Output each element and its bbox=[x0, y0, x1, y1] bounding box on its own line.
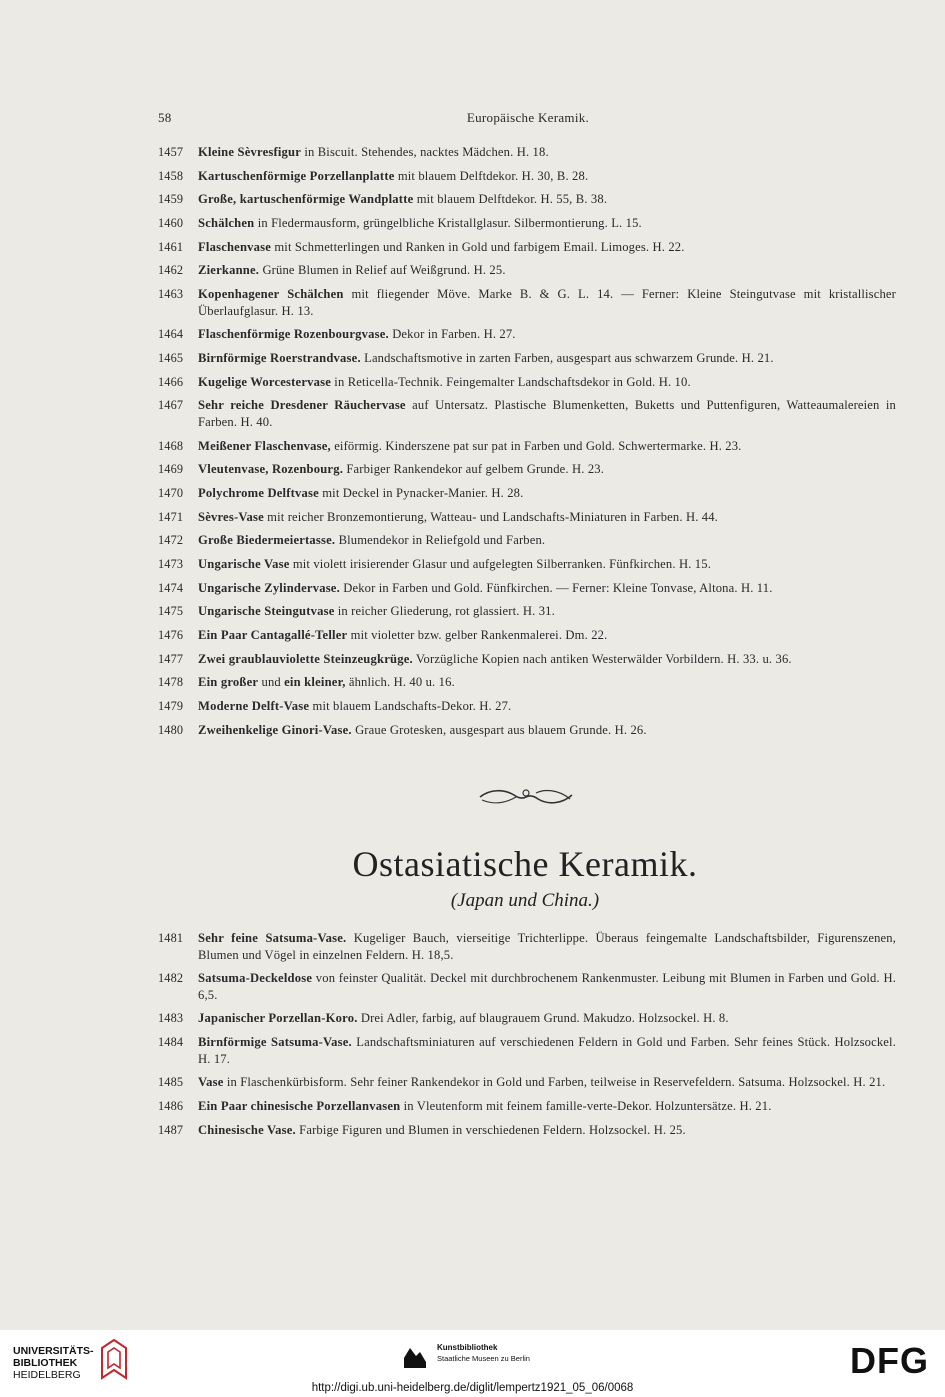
entry-description: Dekor in Farben und Gold. Fünfkirchen. — Ferner: Kleine Tonvase, Altona. H. 11. bbox=[339, 580, 773, 595]
catalog-entry bbox=[150, 374, 896, 391]
entry-number: 1464 bbox=[158, 327, 184, 342]
entry-title: Polychrome Delftvase bbox=[198, 485, 319, 500]
catalog-entry bbox=[150, 239, 896, 256]
entry-description: mit Schmetterlingen und Ranken in Gold und farbigem Email. Limoges. H. 22. bbox=[271, 239, 685, 254]
entry-description: in Flaschenkürbisform. Sehr feiner Rankendekor in Gold und Farben, teilweise in Reservefeldern. Satsuma. Holzsockel. H. 21. bbox=[223, 1075, 886, 1090]
entry-description: Grüne Blumen in Relief auf Weißgrund. H. 25. bbox=[259, 263, 506, 278]
entry-number: 1458 bbox=[158, 168, 184, 183]
entry-description: mit violetter bzw. gelber Rankenmalerei. Dm. 22. bbox=[347, 628, 608, 643]
entry-title: Ungarische Steingutvase bbox=[198, 604, 335, 619]
catalog-entry bbox=[150, 438, 896, 455]
entry-title: Flaschenförmige Rozenbourgvase. bbox=[198, 327, 389, 342]
entry-description: Drei Adler, farbig, auf blaugrauem Grund. Makudzo. Holzsockel. H. 8. bbox=[357, 1011, 729, 1026]
catalog-entry bbox=[150, 191, 896, 208]
catalog-entry bbox=[150, 168, 896, 185]
entry-description-2: ähnlich. H. 40 u. 16. bbox=[345, 675, 455, 690]
entry-description: auf Untersatz. Plastische Blumenketten, Buketts und Puttenfiguren, Watteaumalereien in Farben. H. 40. bbox=[198, 398, 897, 429]
entry-number: 1485 bbox=[158, 1075, 184, 1090]
entry-description: mit reicher Bronzemontierung, Watteau- und Landschafts-Miniaturen in Farben. H. 44. bbox=[263, 509, 718, 524]
entry-title: Ungarische Vase bbox=[198, 557, 290, 571]
catalog-entry bbox=[150, 350, 896, 367]
entry-number: 1479 bbox=[158, 699, 184, 714]
entries-european bbox=[150, 144, 896, 746]
entry-number: 1470 bbox=[158, 485, 184, 500]
entries-east-asian bbox=[150, 930, 896, 1145]
entry-description: von feinster Qualität. Deckel mit durchbrochenem Rankenmuster. Leibung mit Blumen in Farben und Gold. H. 6,5. bbox=[198, 971, 896, 1002]
entry-description: in reicher Gliederung, rot glassiert. H. 31. bbox=[334, 604, 555, 619]
entry-number: 1469 bbox=[158, 462, 184, 477]
entry-title: Große Biedermeiertasse. bbox=[198, 533, 336, 548]
entry-title: Kugelige Worcestervase bbox=[198, 374, 331, 389]
entry-description: Landschaftsmotive in zarten Farben, ausgespart aus schwarzem Grunde. H. 21. bbox=[360, 351, 774, 365]
entry-description: mit blauem Landschafts-Dekor. H. 27. bbox=[309, 699, 512, 714]
entry-number: 1471 bbox=[158, 509, 184, 524]
entry-description: in Reticella-Technik. Feingemalter Landschaftsdekor in Gold. H. 10. bbox=[331, 374, 691, 389]
entry-title: Sehr feine Satsuma-Vase. bbox=[198, 931, 347, 945]
entry-description: Landschaftsminiaturen auf verschiedenen Feldern in Gold und Farben. Sehr feines Stück. Holzsockel. H. 17. bbox=[198, 1035, 896, 1066]
entry-number: 1473 bbox=[158, 557, 184, 571]
entry-number: 1476 bbox=[158, 628, 184, 643]
entry-number: 1460 bbox=[158, 216, 184, 231]
catalog-entry bbox=[150, 532, 896, 549]
entry-number: 1457 bbox=[158, 145, 184, 159]
entry-number: 1487 bbox=[158, 1122, 184, 1137]
entry-number: 1461 bbox=[158, 239, 184, 254]
entry-number: 1468 bbox=[158, 438, 184, 453]
catalog-entry bbox=[150, 970, 896, 1003]
catalog-entry bbox=[150, 930, 896, 963]
entry-title: Zwei graublauviolette Steinzeugkrüge. bbox=[198, 651, 413, 666]
catalog-entry bbox=[150, 1074, 896, 1091]
entry-title: Birnförmige Satsuma-Vase. bbox=[198, 1035, 352, 1050]
entry-number: 1480 bbox=[158, 722, 184, 737]
catalog-entry bbox=[150, 461, 896, 478]
entry-number: 1486 bbox=[158, 1098, 184, 1113]
entry-description: in Fledermausform, grüngelbliche Kristallglasur. Silbermontierung. L. 15. bbox=[254, 216, 642, 231]
uni-line-1: UNIVERSITÄTS- bbox=[13, 1345, 94, 1357]
catalog-entry bbox=[150, 286, 896, 319]
entry-description: Dekor in Farben. H. 27. bbox=[388, 327, 516, 342]
section-subtitle: (Japan und China.) bbox=[450, 890, 600, 911]
entry-title: Vleutenvase, Rozenbourg. bbox=[198, 462, 344, 477]
source-url[interactable]: http://digi.ub.uni-heidelberg.de/diglit/lempertz1921_05_06/0068 bbox=[311, 1382, 634, 1394]
entry-number: 1478 bbox=[158, 675, 184, 690]
entry-description: in Biscuit. Stehendes, nacktes Mädchen. H. 18. bbox=[301, 145, 549, 159]
kb-line-2: Staatliche Museen zu Berlin bbox=[437, 1354, 530, 1363]
entry-description: Graue Grotesken, ausgespart aus blauem Grunde. H. 26. bbox=[351, 722, 647, 737]
entry-number: 1467 bbox=[158, 398, 184, 413]
entry-title: Schälchen bbox=[198, 216, 255, 231]
entry-description: in Vleutenform mit feinem famille-verte-Dekor. Holzuntersätze. H. 21. bbox=[400, 1098, 772, 1113]
entry-number: 1466 bbox=[158, 374, 184, 389]
entry-title: Chinesische Vase. bbox=[198, 1122, 296, 1137]
page-number: 58 bbox=[158, 110, 172, 125]
catalog-entry bbox=[150, 651, 896, 668]
entry-title: Ein großer bbox=[198, 675, 259, 690]
entry-description: Blumendekor in Reliefgold und Farben. bbox=[335, 533, 546, 548]
entry-description: Kugeliger Bauch, vierseitige Trichterlippe. Überaus feingemalte Landschaftsbilder, Figurenszenen, Blumen und Vögel in einzelnen Feldern. H. 18,5. bbox=[198, 931, 896, 962]
dfg-logo[interactable]: DFG bbox=[850, 1340, 929, 1381]
catalog-entry bbox=[150, 1122, 896, 1139]
entry-title: Kleine Sèvresfigur bbox=[198, 145, 302, 159]
university-emblem-icon bbox=[98, 1338, 128, 1382]
entry-number: 1474 bbox=[158, 580, 184, 595]
catalog-entry bbox=[150, 215, 896, 232]
catalog-entry bbox=[150, 1010, 896, 1027]
catalog-entry bbox=[150, 144, 896, 161]
catalog-entry bbox=[150, 674, 896, 691]
entry-description: Farbige Figuren und Blumen in verschiedenen Feldern. Holzsockel. H. 25. bbox=[295, 1122, 686, 1137]
entry-description: eiförmig. Kinderszene pat sur pat in Farben und Gold. Schwertermarke. H. 23. bbox=[330, 438, 742, 453]
entry-description: mit fliegender Möve. Marke B. & G. L. 14. — Ferner: Kleine Steingutvase mit kristallischer Überlaufglasur. H. 13. bbox=[198, 287, 896, 318]
university-library-logo[interactable] bbox=[13, 1345, 94, 1381]
entry-number: 1462 bbox=[158, 263, 184, 278]
catalog-entry bbox=[150, 556, 896, 573]
entry-title: Moderne Delft-Vase bbox=[198, 699, 310, 714]
entry-number: 1484 bbox=[158, 1035, 184, 1050]
entry-title: Vase bbox=[198, 1075, 224, 1090]
uni-line-3: HEIDELBERG bbox=[13, 1369, 81, 1381]
entry-description: mit Deckel in Pynacker-Manier. H. 28. bbox=[318, 485, 524, 500]
catalog-entry bbox=[150, 397, 896, 430]
entry-number: 1472 bbox=[158, 533, 184, 548]
entry-title: Japanischer Porzellan-Koro. bbox=[198, 1011, 358, 1026]
entry-title: Birnförmige Roerstrandvase. bbox=[198, 351, 361, 365]
entry-description: und bbox=[258, 675, 285, 690]
catalog-entry bbox=[150, 1034, 896, 1067]
entry-description: Vorzügliche Kopien nach antiken Westerwälder Vorbildern. H. 33. u. 36. bbox=[412, 651, 792, 666]
kunstbibliothek-label[interactable] bbox=[437, 1342, 530, 1364]
entry-number: 1481 bbox=[158, 931, 184, 945]
entry-title: Zierkanne. bbox=[198, 263, 260, 278]
entry-title: Sehr reiche Dresdener Räuchervase bbox=[198, 398, 406, 413]
entry-title: Meißener Flaschenvase, bbox=[198, 438, 331, 453]
entry-number: 1465 bbox=[158, 351, 184, 365]
catalog-entry bbox=[150, 1098, 896, 1115]
footer-bar bbox=[0, 1330, 945, 1397]
entry-description: mit blauem Delftdekor. H. 30, B. 28. bbox=[394, 168, 589, 183]
entry-title: Ein Paar Cantagallé-Teller bbox=[198, 628, 348, 643]
entry-title: Große, kartuschenförmige Wandplatte bbox=[198, 192, 414, 207]
catalog-entry bbox=[150, 603, 896, 620]
entry-title: Sèvres-Vase bbox=[198, 509, 264, 524]
entry-title: Ungarische Zylindervase. bbox=[198, 580, 340, 595]
catalog-entry bbox=[150, 698, 896, 715]
entry-title: Satsuma-Deckeldose bbox=[198, 971, 313, 986]
running-head bbox=[158, 110, 898, 128]
entry-title: Kartuschenförmige Porzellanplatte bbox=[198, 168, 395, 183]
entry-description: Farbiger Rankendekor auf gelbem Grunde. H. 23. bbox=[343, 462, 605, 477]
catalog-entry bbox=[150, 262, 896, 279]
entry-title: Kopenhagener Schälchen bbox=[198, 287, 344, 302]
catalog-entry bbox=[150, 722, 896, 739]
catalog-entry bbox=[150, 326, 896, 343]
entry-number: 1475 bbox=[158, 604, 184, 619]
entry-title: Flaschenvase bbox=[198, 239, 272, 254]
ornament-divider bbox=[478, 787, 574, 807]
entry-number: 1463 bbox=[158, 287, 184, 302]
uni-line-2: BIBLIOTHEK bbox=[13, 1357, 78, 1369]
entry-number: 1482 bbox=[158, 971, 184, 986]
kb-line-1: Kunstbibliothek bbox=[437, 1343, 498, 1352]
entry-title: Ein Paar chinesische Porzellanvasen bbox=[198, 1098, 401, 1113]
entry-title: Zweihenkelige Ginori-Vase. bbox=[198, 722, 352, 737]
entry-number: 1477 bbox=[158, 651, 184, 666]
entry-description: mit violett irisierender Glasur und aufgelegten Silberranken. Fünfkirchen. H. 15. bbox=[289, 557, 712, 571]
entry-number: 1483 bbox=[158, 1011, 184, 1026]
entry-description: mit blauem Delftdekor. H. 55, B. 38. bbox=[413, 192, 608, 207]
catalog-entry bbox=[150, 580, 896, 597]
running-title: Europäische Keramik. bbox=[466, 110, 590, 125]
catalog-entry bbox=[150, 485, 896, 502]
catalog-entry bbox=[150, 627, 896, 644]
entry-title-2: ein kleiner, bbox=[284, 675, 346, 690]
kunstbibliothek-logo-icon bbox=[402, 1342, 428, 1370]
entry-number: 1459 bbox=[158, 192, 184, 207]
section-title: Ostasiatische Keramik. bbox=[352, 844, 698, 884]
catalog-entry bbox=[150, 509, 896, 526]
